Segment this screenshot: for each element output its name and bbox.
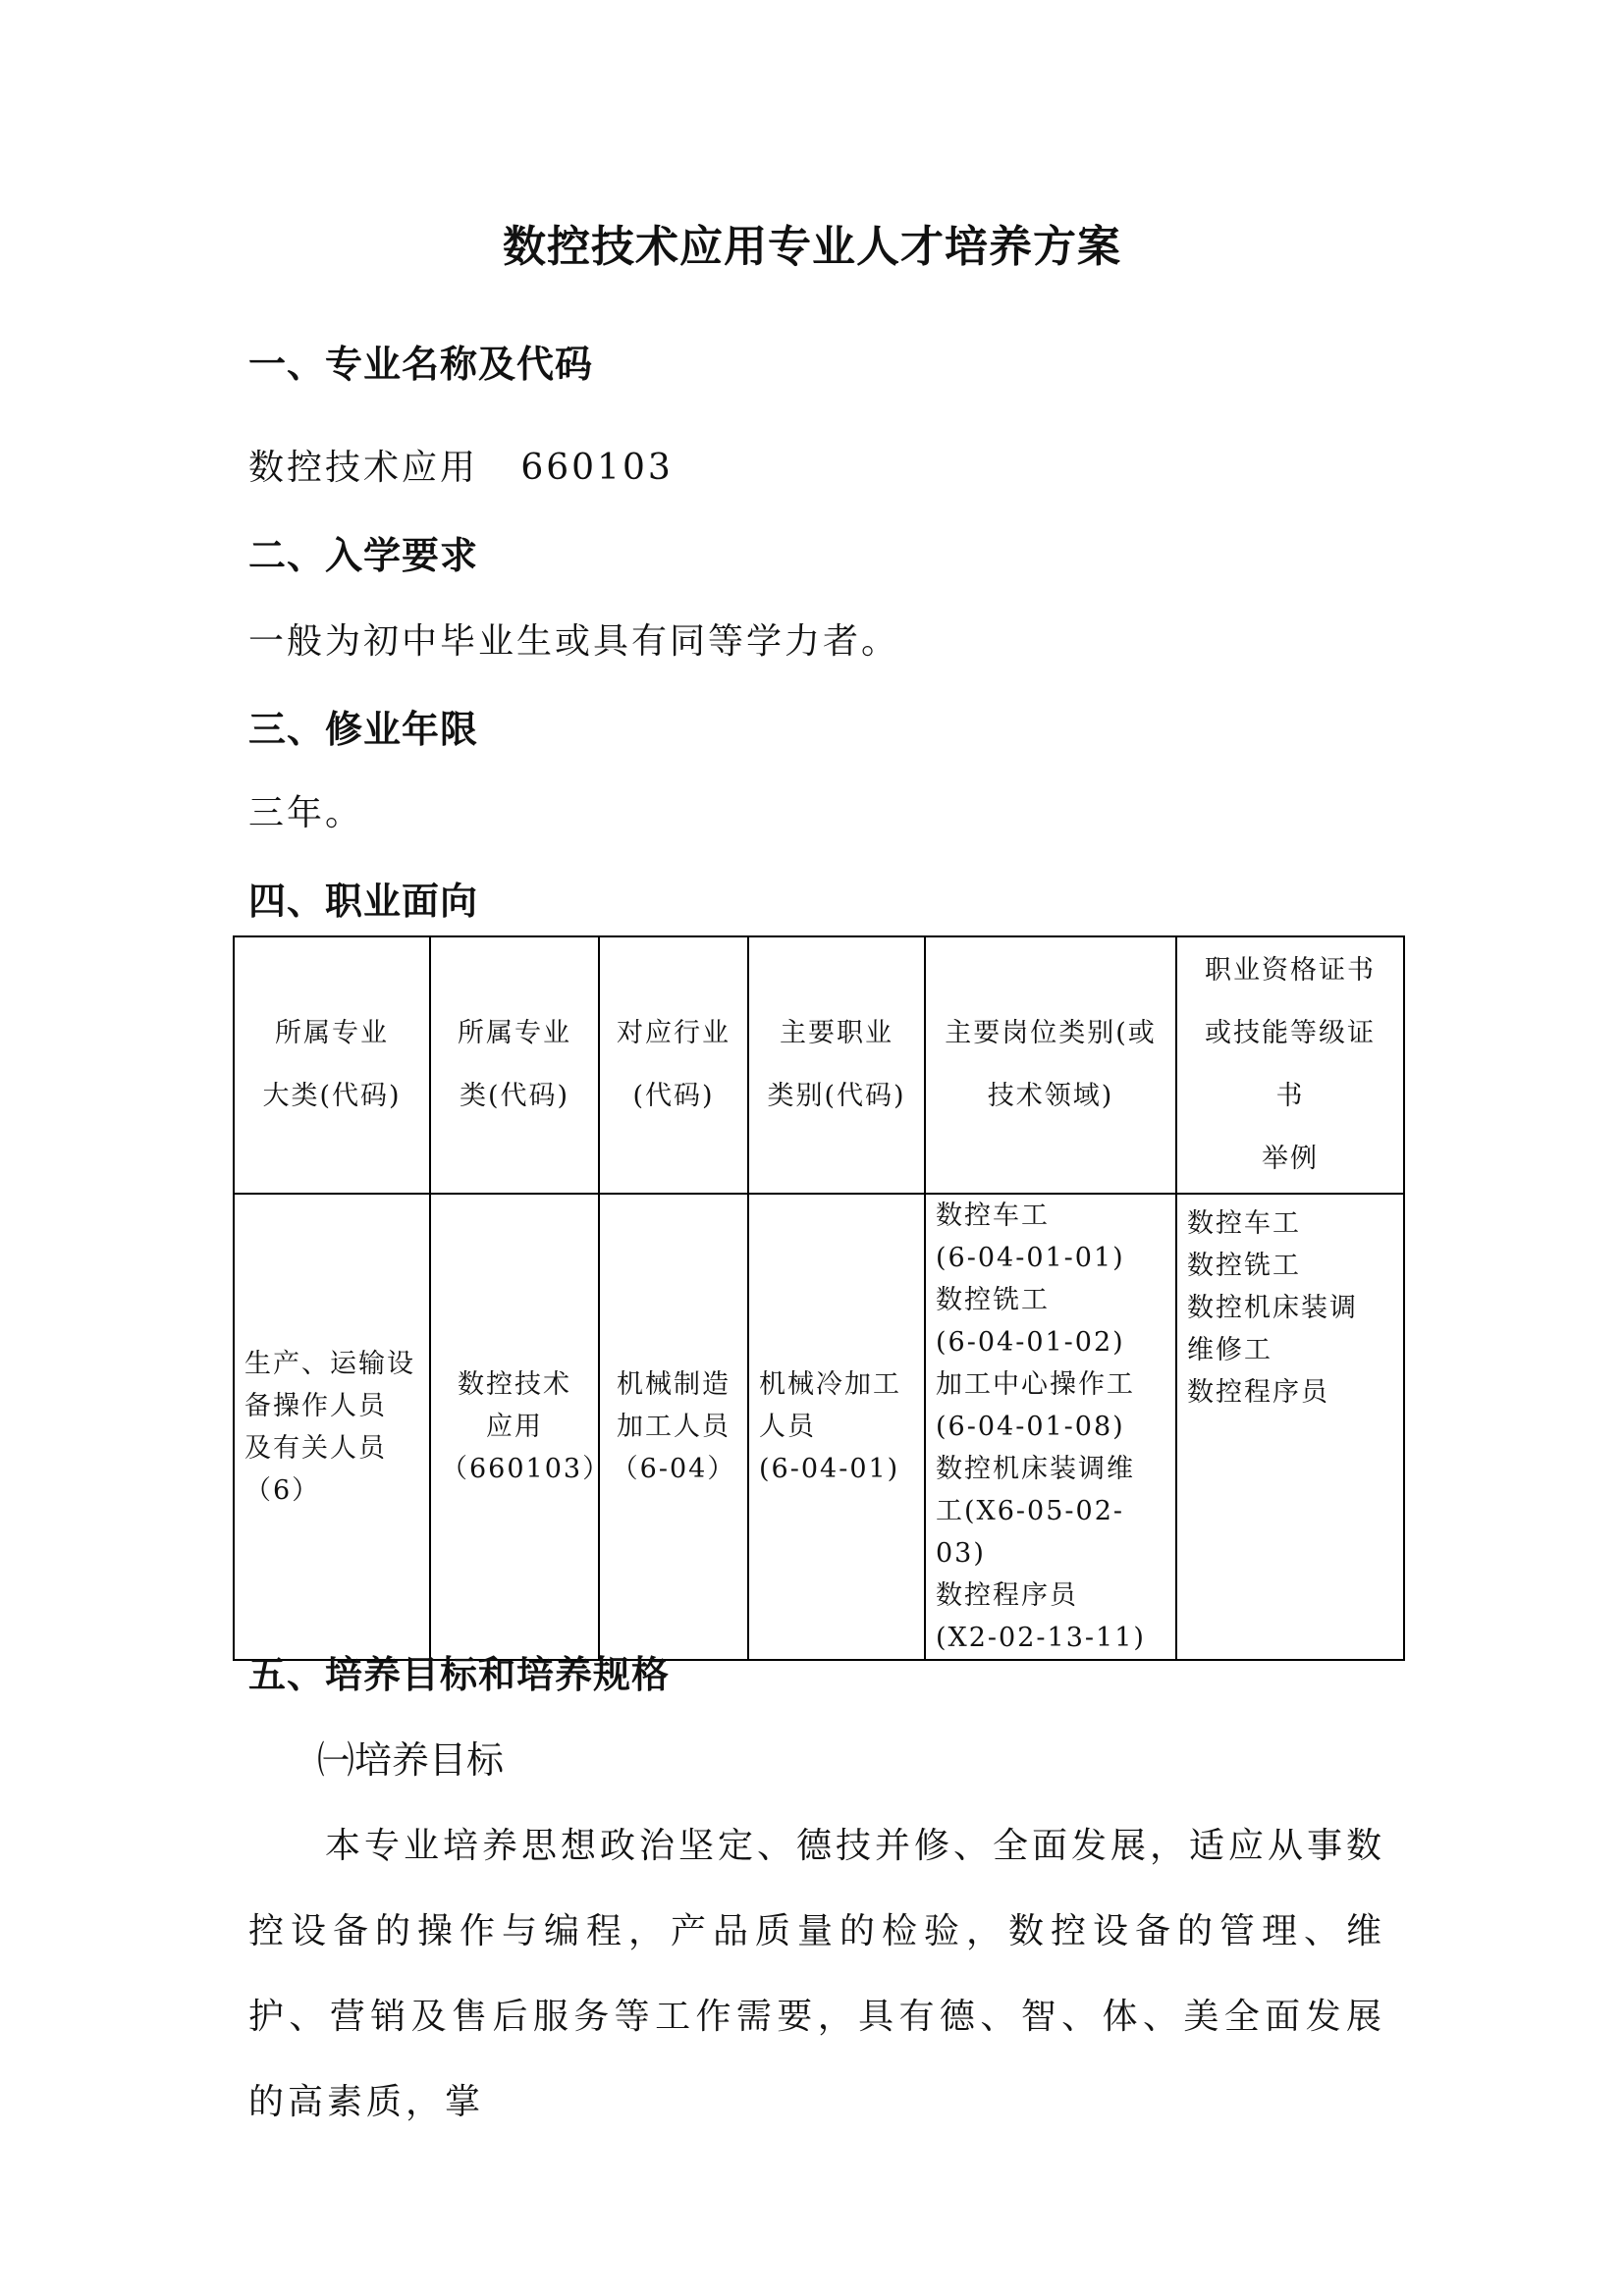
cell-major-class: 数控技术 应用 （660103） (430, 1194, 599, 1660)
table-row (234, 1194, 1404, 1660)
duration-text: 三年。 (248, 793, 364, 833)
major-name-code: 数控技术应用 660103 (248, 448, 674, 488)
admission-text: 一般为初中毕业生或具有同等学力者。 (248, 621, 900, 662)
cell-industry: 机械制造 加工人员 （6-04） (599, 1194, 748, 1660)
header-industry: 对应行业 (代码) (599, 936, 748, 1194)
cell-certificates: 数控车工 数控铣工 数控机床装调 维修工 数控程序员 (1176, 1194, 1404, 1660)
section-heading-duration: 三、修业年限 (248, 708, 479, 751)
header-major-class: 所属专业 类(代码) (430, 936, 599, 1194)
header-certificates: 职业资格证书 或技能等级证 书 举例 (1176, 936, 1404, 1194)
cell-major-category: 生产、运输设 备操作人员 及有关人员 （6） (234, 1194, 430, 1660)
career-table (233, 935, 1405, 1661)
section-heading-major-name: 一、专业名称及代码 (248, 343, 594, 386)
header-positions: 主要岗位类别(或 技术领域) (925, 936, 1176, 1194)
objectives-paragraph: 本专业培养思想政治坚定、德技并修、全面发展，适应从事数控设备的操作与编程，产品质量的检验，数控设备的管理、维护、营销及售后服务等工作需要，具有德、智、体、美全面发展的高素质，掌 (248, 1826, 1386, 2122)
cell-occupation: 机械冷加工 人员 (6-04-01) (748, 1194, 925, 1660)
document-title: 数控技术应用专业人才培养方案 (503, 222, 1121, 272)
section-heading-objectives: 五、培养目标和培养规格 (248, 1653, 671, 1696)
subsection-heading-objectives: ㈠培养目标 (317, 1738, 505, 1782)
header-occupation: 主要职业 类别(代码) (748, 936, 925, 1194)
cell-positions: 数控车工 (6-04-01-01) 数控铣工 (6-04-01-02) 加工中心操作工 (6-04-01-08) 数控机床装调维 工(X6-05-02-03) 数控程序员 (X2-02-13-11) (925, 1194, 1176, 1660)
table-header-row (234, 936, 1404, 1194)
section-heading-career: 四、职业面向 (248, 880, 479, 923)
section-heading-admission: 二、入学要求 (248, 534, 479, 577)
header-major-category: 所属专业 大类(代码) (234, 936, 430, 1194)
